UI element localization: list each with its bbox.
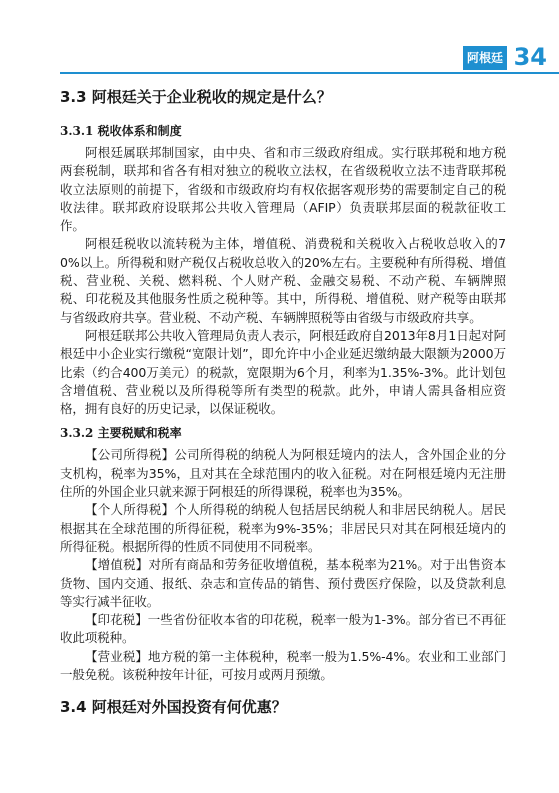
page-body bbox=[60, 86, 506, 718]
running-header bbox=[0, 44, 559, 84]
paragraph: 【印花税】一些省份征收本省的印花税，税率一般为1-3%。部分省已不再征收此项税种。 bbox=[60, 612, 506, 646]
subsection-heading-3-3-2: 3.3.2 主要税赋和税率 bbox=[60, 426, 182, 441]
paragraph: 【营业税】地方税的第一主体税种，税率一般为1.5%-4%。农业和工业部门一般免税。该税种按年计征，可按月或两月预缴。 bbox=[60, 648, 506, 683]
header-rule bbox=[60, 72, 559, 74]
country-tab: 阿根廷 bbox=[463, 46, 507, 70]
subsection-heading-3-3-1: 3.3.1 税收体系和制度 bbox=[60, 124, 182, 138]
paragraph: 阿根廷属联邦制国家，由中央、省和市三级政府组成。实行联邦税和地方税两套税制，联邦和省各有相对独立的税收立法权，在省级税收立法不违背联邦税收立法原则的前提下，省级和市级政府均有权依据客观形势的需要制定自己的税收法律。联邦政府设联邦公共收入管理局（AFIP）负责联邦层面的税款征收工作。 bbox=[60, 145, 506, 234]
paragraph: 阿根廷税收以流转税为主体，增值税、消费税和关税收入占税收总收入的70%以上。所得税和财产税仅占税收总收入的20%左右。主要税种有所得税、增值税、营业税、关税、燃料税、个人财产税、金融交易税、不动产税、车辆牌照税、印花税及其他服务性质之税种等。其中，所得税、增值税、财产税等由联邦与省级政府共享。营业税、不动产税、车辆牌照税等由省级与市级政府共享。 bbox=[60, 236, 506, 325]
section-heading-3-4: 3.4 阿根廷对外国投资有何优惠？ bbox=[60, 698, 287, 717]
paragraph: 【增值税】对所有商品和劳务征收增值税，基本税率为21%。对于出售资本货物、国内交通、报纸、杂志和宣传品的销售、预付费医疗保险，以及贷款利息等实行减半征收。 bbox=[60, 557, 506, 609]
paragraph: 【个人所得税】个人所得税的纳税人包括居民纳税人和非居民纳税人。居民根据其在全球范围的所得征税，税率为9%-35%；非居民只对其在阿根廷境内的所得征税。根据所得的性质不同使用不同税率。 bbox=[60, 502, 506, 554]
paragraph: 【公司所得税】公司所得税的纳税人为阿根廷境内的法人，含外国企业的分支机构，税率为35%，且对其在全球范围内的收入征税。对在阿根廷境内无注册住所的外国企业只就来源于阿根廷的所得课税，税率也为35%。 bbox=[60, 447, 506, 500]
page-number: 34 bbox=[513, 43, 547, 71]
paragraph: 阿根廷联邦公共收入管理局负责人表示，阿根廷政府自2013年8月1日起对阿根廷中小企业实行缴税“宽限计划”，即允许中小企业延迟缴纳最大限额为2000万比索（约合400万美元）的税款，宽限期为6个月，利率为1.35%-3%。此计划包含增值税、营业税以及所得税等所有类型的税款。此外，申请人需具备相应资格，拥有良好的历史记录，以保证税收。 bbox=[60, 327, 506, 417]
section-heading-3-3: 3.3 阿根廷关于企业税收的规定是什么？ bbox=[60, 88, 332, 106]
